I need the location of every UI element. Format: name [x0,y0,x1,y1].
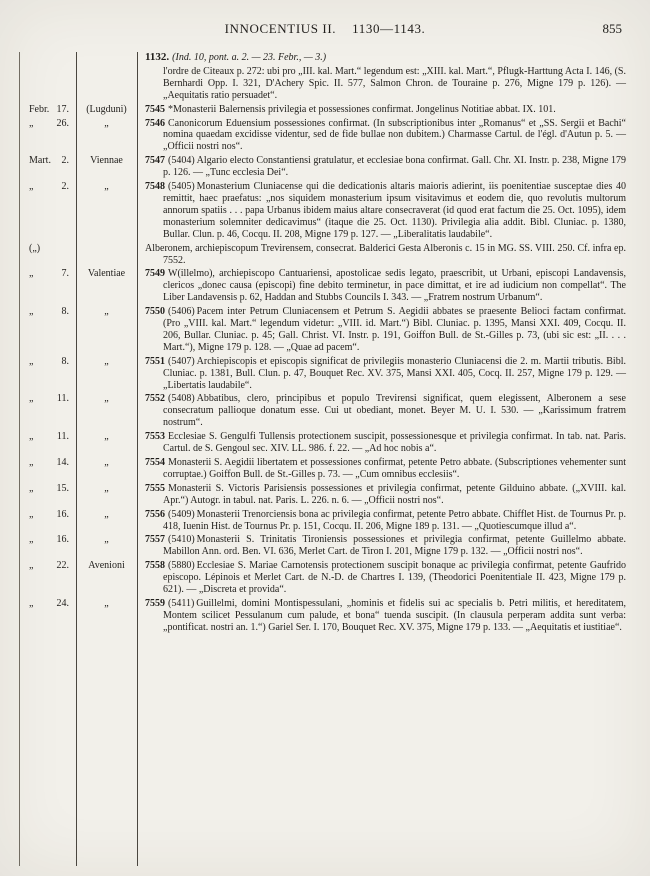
entry-row [0,431,650,455]
entry-date [0,155,76,179]
entry-text [137,243,650,267]
entry-number: 7558 [145,560,165,572]
entry-place: Viennae [90,155,123,167]
entry-text [137,268,650,304]
entry-row [0,155,650,179]
entry-text [137,560,650,596]
entry-body: Alberonem, archiepiscopum Trevirensem, consecrat. Balderici Gesta Alberonis c. 15 in MG. SS. VIII. 250. Cf. infra ep. 7552. [145,242,626,266]
entry-date-month: „ [29,597,34,609]
entry-old-number: (5406) [168,306,195,318]
entry-number: 7548 [145,181,165,193]
entry-date [0,268,76,304]
page-number: 855 [602,21,622,36]
entry-date [0,431,76,455]
entry-place: „ [104,306,109,318]
entry-text [137,457,650,481]
entry-row [0,560,650,596]
entry-date-day: 16. [56,534,69,546]
entry-body: Ecclesiae S. Gengulfi Tullensis protectionem suscipit, possessionesque et privilegia confirmat. In tab. nat. Paris. Cartul. de S. Gengoul sec. XIV. LL. 986. f. 22. — „Ad hoc nobis a“. [163,431,626,455]
entry-row [0,268,650,304]
entry-text [137,181,650,241]
entry-date [0,393,76,429]
entry-date [0,104,76,116]
entry-date-day: 14. [56,457,69,468]
entry-date-day: 11. [56,431,69,443]
entry-place: Valentiae [87,268,126,280]
entry-number: 7547 [145,155,165,167]
entry-row [0,598,650,634]
entry-body: Monasterii S. Victoris Parisiensis possessiones et privilegia confirmat, petente Gilduino abbate. („XVIII. kal. Apr.“) Autogr. in tabul. nat. Paris. L. 226. n. 6. — „Officii nostri nos“. [163,482,626,506]
entry-row [0,243,650,267]
entry-old-number: (5404) [168,155,195,167]
entry-date-month: „ [29,508,34,520]
entry-number: 7557 [145,534,165,546]
entry-date [0,181,76,241]
entry-number: 7554 [145,457,165,468]
entry-place: „ [104,181,109,193]
page-header [0,0,650,37]
entry-body: Canonicorum Eduensium possessiones confirmat. (In subscriptionibus inter „Romanus“ et „SS. Sergii et Bachi“ nomina quaedam excidisse videntur, sed de fide bullae non dubitem.) Charmasse Cartul. de l'égl. d'Autun p. 5. — „Officii nostri nos“. [163,117,626,153]
entry-body: *Monasterii Balernensis privilegia et possessiones confirmat. Jongelinus Notitiae abbat. IX. 101. [168,103,556,115]
entry-body: Monasterii S. Aegidii libertatem et possessiones confirmat, petente Petro abbate. (Subscriptiones vehementer sunt corruptae.) Goiffon Bull. de St.-Gilles p. 73. — „Cum omnibus ecclesiis“. [163,457,626,480]
entry-old-number: (5405) [168,181,195,193]
entry-text [137,534,650,558]
entry-date-day: 2. [61,155,69,167]
entry-row [0,483,650,507]
date-cell-empty [0,52,76,64]
entry-date-day: 26. [56,117,69,129]
column-rule-place [137,52,138,866]
entry-number: 7551 [145,355,165,367]
entry-body: Algario electo Constantiensi gratulatur, et ecclesiae bona confirmat. Gall. Chr. XI. Instr. p. 238, Migne 179 p. 126. — „Tunc ecclesia Dei“. [163,155,626,179]
entry-text [137,104,650,116]
entry-old-number: (5411) [168,597,195,609]
entry-date-month: Mart. [29,155,51,167]
entry-place: (Lugduni) [86,103,127,115]
continuation-row [0,66,650,102]
entry-date-month: „ [29,534,34,546]
entry-date-month: („) [29,242,41,254]
entry-number: 7559 [145,597,165,609]
entry-date [0,534,76,558]
entry-row [0,457,650,481]
entry-old-number: (5410) [168,534,195,546]
entry-row [0,356,650,392]
entry-text [137,155,650,179]
entry-date-day: 2. [61,181,69,193]
entry-row [0,118,650,154]
entry-date [0,457,76,481]
entry-old-number: (5880) [168,560,195,572]
entry-row [0,181,650,241]
running-head [225,21,426,37]
entry-date-month: „ [29,560,34,572]
entry-date-month: „ [29,457,34,468]
date-cell-empty [0,66,76,102]
entry-date-month: „ [29,181,34,193]
entry-body: Archiepiscopis et episcopis significat de privilegiis monasterio Cluniacensi die 2. m. Martii tributis. Bibl. Cluniac. p. 1381, Bull. Clun. p. 47, Bouquet Rec. XV. 375, Mansi XXI. 405, Cocq. II. 257, Migne 179 p. 129. — „Libertatis laudabile“. [163,355,626,391]
entry-number: 7546 [145,117,165,129]
entry-number: 7552 [145,393,165,405]
entry-number: 7555 [145,482,165,494]
entry-date-day: 7. [61,268,69,280]
entry-body: W(illelmo), archiepiscopo Cantuariensi, apostolicae sedis legato, praescribit, ut Urbani, episcopi Landavensis, clericos „donec causa (episcopi) fine debito terminetur, in pace dimittat, et ire ad iudicium non compellat“. The Liber Landavensis p. 62, Haddan and Stubbs Councils I. 343. — „Fratrem nostrum Urbanum“. [163,268,626,304]
entry-date-day: 24. [56,597,69,609]
entry-number: 7556 [145,508,165,520]
entry-date [0,560,76,596]
entry-date-month: Febr. [29,103,50,115]
entry-place: „ [104,508,109,520]
entry-old-number: (5409) [168,508,195,520]
entry-date [0,509,76,533]
entry-text [137,598,650,634]
entry-text [137,509,650,533]
year-label: 1132. [145,51,170,63]
running-head-name: INNOCENTIUS II. [224,21,337,36]
entry-date-day: 22. [56,560,69,572]
entry-date-month: „ [29,268,34,280]
entry-row [0,393,650,429]
place-cell-empty [76,52,137,64]
entry-body: Ecclesiae S. Mariae Carnotensis protectionem suscipit bonaque ac privilegia confirmat, petente Gaufrido episcopo. Lépinois et Merlet Cart. de N.-D. de Chartres I. 139, (Theodorici Poenitentiale II. 423, Migne 179 p. 621). — „Discreta et provida“. [163,560,626,596]
entry-date-day: 8. [61,355,69,367]
entry-old-number: (5408) [168,393,195,405]
entry-place: „ [104,355,109,367]
entry-number: 7545 [145,103,165,115]
entry-number: 7549 [145,268,165,280]
entry-date-month: „ [29,482,34,494]
entry-row [0,509,650,533]
entry-date-day: 8. [61,306,69,318]
entry-number: 7550 [145,306,165,318]
entry-row [0,534,650,558]
entry-body: Pacem inter Petrum Cluniacensem et Petrum S. Aegidii abbates se praesente Belioci factam confirmat. (Pro „VIII. kal. Mart.“ legendum videtur: „VIII. id. Mart.“) Bibl. Cluniac. p. 1395, Mansi XXI. 409, Cocqu. II. 206, Bullar. Cluniac. p. 45; Gall. Christ. VI. Instr. p. 191, Goiffon Bull. de St.-Gilles p. 73, (ubi sic est: „II. . . . Mart.“), Migne 179 p. 128. — „Quae ad pacem“. [163,306,626,353]
entry-date [0,243,76,267]
entry-date [0,356,76,392]
entry-place [76,243,137,267]
entry-number: 7553 [145,431,165,443]
entry-text [137,483,650,507]
entry-place: „ [104,482,109,494]
entry-place: „ [104,393,109,405]
entry-date-month: „ [29,117,34,129]
place-cell-empty [76,66,137,102]
entry-text [137,118,650,154]
entry-date-day: 16. [56,508,69,520]
entry-date [0,483,76,507]
continuation-text: l'ordre de Citeaux p. 272: ubi pro „III. kal. Mart.“ legendum est: „XIII. kal. Mart.“, Pflugk-Harttung Acta I. 146, (S. Bernhardi Opp. I. 321, D'Achery Spic. II. 577, Salmon Chron. de Touraine p. 276, Migne 179 p. 126). — „Aequitatis ratio persuadet“. [163,65,626,101]
entry-body: Guillelmi, domini Montispessulani, „hominis et fidelis sui ac specialis b. Petri militis, et hereditatem, Montem scilicet Pessulanum cum palude, et bona“ tuenda suscipit. (In clausula perperam addita sunt verba: „pontificat. nostri an. 1.“) Gariel Ser. I. 170, Bouquet Rec. XV. 375, Migne 179 p. 133. — „Aequitatis et iustitiae“. [163,597,626,633]
running-head-years: 1130—1143. [352,21,426,36]
entry-body: Monasterii S. Trinitatis Tironiensis possessiones et privilegia confirmat, petente Guillelmo abbate. Mabillon Ann. ord. Ben. VI. 636, Merlet Cart. de Tiron I. 201, Migne 179 p. 132. — „Officii nostri nos“. [163,534,626,558]
entry-place: „ [104,597,109,609]
entry-text [137,306,650,354]
entry-date [0,598,76,634]
entry-date-month: „ [29,306,34,318]
entry-date-month: „ [29,393,34,405]
entry-body: Abbatibus, clero, principibus et populo Trevirensi significat, quem elegissent, Alberonem a sese consecratum pallioque donatum esse. Cui ut obediant, monet. Beyer M. U. I. 530. — „Karissimum fratrem nostrum“. [163,393,626,429]
column-rule-outer [19,52,20,866]
entry-text [137,356,650,392]
entry-row [0,306,650,354]
entry-place: „ [104,457,109,468]
entry-date-month: „ [29,431,34,443]
entry-date-day: 17. [56,103,69,115]
entry-date-month: „ [29,355,34,367]
entry-old-number: (5407) [168,355,195,367]
entry-place: Avenioni [88,560,125,572]
entry-text [137,431,650,455]
entry-body: Monasterium Cluniacense qui die dedicationis altaris maioris adierint, iis poenitentiae susceptae dies 40 remittit, haec praefatus: „nos siquidem monasterium ipsum visitavimus et eodem die, quo revolutis multorum annorum spatiis . . . papa Urbanus ibidem maius altare consecraverat (id quod erat factum die 25. Oct. 1095), idem monasterium solemniter dedicavimus“ (itaque die 25. Oct. 1130). Privilegia alia addit. Bibl. Cluniac. p. 1380, Bullar. Clun. p. 46, Cocqu. II. 208, Migne 179 p. 127. — „Liberalitatis laudabile“. [163,181,626,240]
page-body [0,52,650,866]
year-heading [137,52,650,64]
entry-date [0,118,76,154]
entry-place: „ [104,534,109,546]
entry-date-day: 15. [56,482,69,494]
entry-place: „ [104,117,109,129]
year-note: (Ind. 10, pont. a. 2. — 23. Febr., — 3.) [172,52,327,63]
entry-body: Monasterii Trenorciensis bona ac privilegia confirmat, petente Petro abbate. Chifflet Hist. de Tournus Pr. p. 418, Iuenin Hist. de Tournus Pr. p. 151, Cocqu. II. 206, Migne 189 p. 131. — „Quotiescumque illud a“. [163,508,626,532]
entry-place: „ [104,431,109,443]
entry-date [0,306,76,354]
entry-text [137,393,650,429]
year-heading-row [0,52,650,64]
column-rule-date [76,52,77,866]
entry-row [0,104,650,116]
entry-date-day: 11. [56,393,69,405]
